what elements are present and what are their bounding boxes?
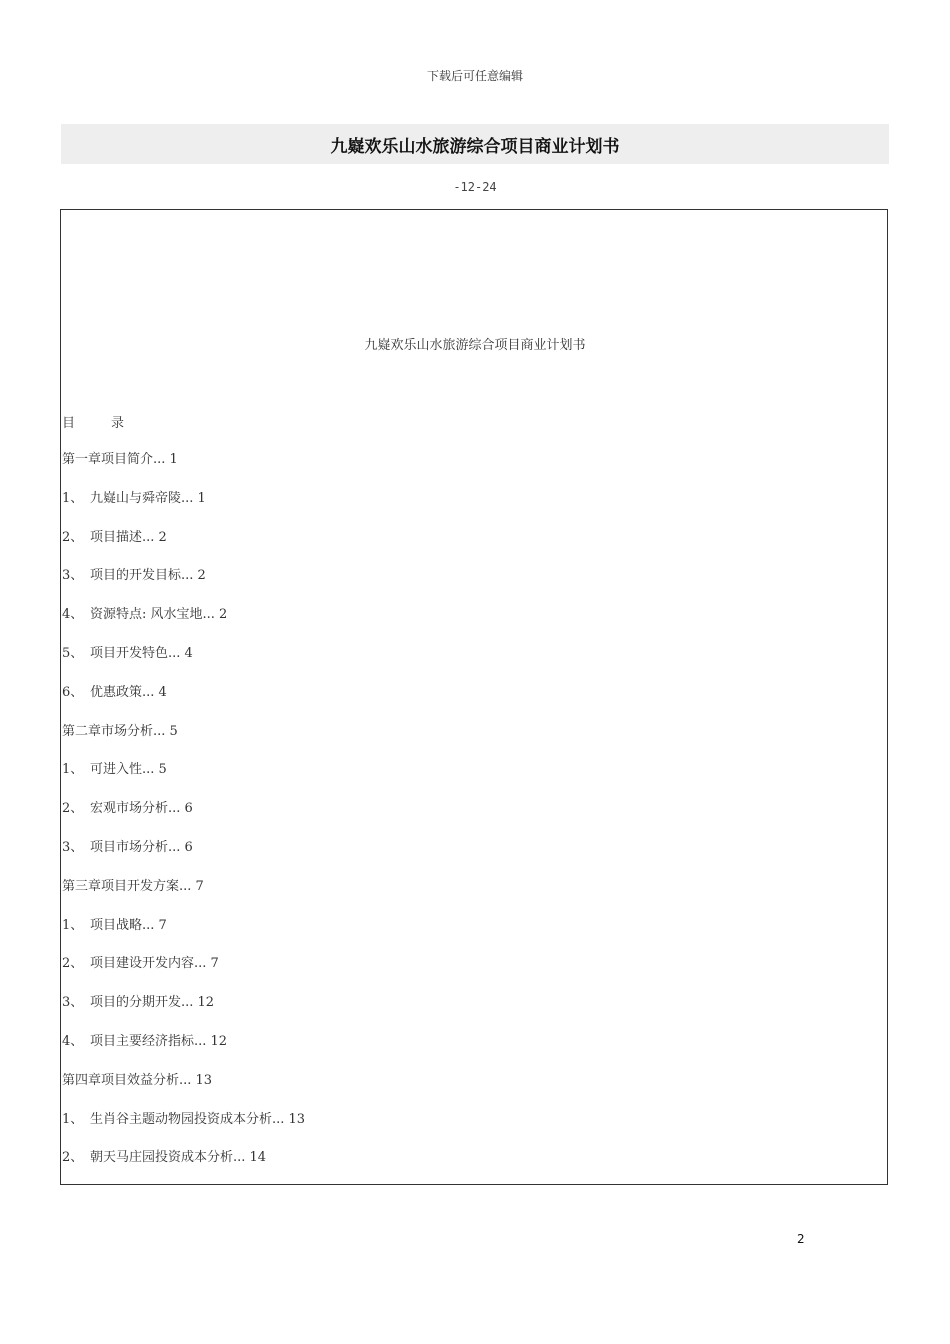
toc-entry-number: 2、	[62, 956, 84, 972]
toc-entry-number: 2、	[62, 801, 84, 817]
document-title: 九嶷欢乐山水旅游综合项目商业计划书	[330, 136, 620, 157]
title-band	[61, 124, 889, 164]
toc-entry-number: 3、	[62, 839, 84, 855]
toc-entry[interactable]	[62, 451, 305, 490]
toc-entry-number: 4、	[62, 607, 84, 623]
toc-entry-number: 1、	[62, 917, 84, 933]
toc-entry-text: 项目建设开发内容... 7	[90, 956, 219, 972]
document-date: -12-24	[453, 180, 497, 194]
toc-entry[interactable]	[62, 761, 305, 800]
toc-entry-text: 第三章项目开发方案... 7	[62, 878, 204, 894]
toc-entry-number: 3、	[62, 995, 84, 1011]
toc-heading-left: 目	[62, 416, 76, 431]
inner-title: 九嶷欢乐山水旅游综合项目商业计划书	[364, 338, 586, 353]
toc-entry-text: 项目的开发目标... 2	[90, 568, 206, 584]
toc-entry-text: 第四章项目效益分析... 13	[62, 1072, 213, 1088]
toc-entry[interactable]	[62, 684, 305, 723]
toc-entry-number: 4、	[62, 1033, 84, 1049]
toc-entry[interactable]	[62, 723, 305, 762]
toc-entry[interactable]	[62, 490, 305, 529]
page-number: 2	[797, 1232, 805, 1246]
toc-entry[interactable]	[62, 529, 305, 568]
toc-entry-number: 5、	[62, 645, 84, 661]
toc-heading	[62, 412, 124, 431]
toc-entry-text: 项目的分期开发... 12	[90, 995, 215, 1011]
toc-entry-number: 1、	[62, 1111, 84, 1127]
toc-entry[interactable]	[62, 878, 305, 917]
toc-entry-text: 第二章市场分析... 5	[62, 723, 178, 739]
toc-entry[interactable]	[62, 955, 305, 994]
toc-entry-number: 2、	[62, 1150, 84, 1166]
toc-entry-number: 2、	[62, 529, 84, 545]
toc-entry[interactable]	[62, 1149, 305, 1188]
toc-entry-text: 九嶷山与舜帝陵... 1	[90, 490, 206, 506]
toc-entry[interactable]	[62, 917, 305, 956]
toc-entry-text: 项目主要经济指标... 12	[90, 1033, 228, 1049]
toc-entry[interactable]	[62, 1111, 305, 1150]
toc-heading-right: 录	[111, 416, 125, 431]
toc-entry[interactable]	[62, 1072, 305, 1111]
toc-entry[interactable]	[62, 645, 305, 684]
toc-entry-text: 资源特点: 风水宝地... 2	[90, 607, 228, 623]
toc-entry-number: 3、	[62, 568, 84, 584]
toc-entry-text: 可进入性... 5	[90, 762, 167, 778]
toc-entry[interactable]	[62, 1033, 305, 1072]
toc-entry-text: 项目战略... 7	[90, 917, 167, 933]
toc-entry-text: 优惠政策... 4	[90, 684, 167, 700]
toc-entry[interactable]	[62, 839, 305, 878]
toc-entry[interactable]	[62, 800, 305, 839]
table-of-contents	[62, 451, 305, 1188]
toc-entry[interactable]	[62, 606, 305, 645]
toc-entry-text: 项目开发特色... 4	[90, 645, 193, 661]
toc-entry[interactable]	[62, 567, 305, 606]
toc-entry-number: 1、	[62, 762, 84, 778]
toc-entry-text: 项目描述... 2	[90, 529, 167, 545]
toc-entry[interactable]	[62, 994, 305, 1033]
toc-entry-text: 宏观市场分析... 6	[90, 801, 193, 817]
toc-entry-text: 项目市场分析... 6	[90, 839, 193, 855]
toc-entry-text: 第一章项目简介... 1	[62, 452, 178, 467]
header-note: 下载后可任意编辑	[426, 69, 523, 83]
toc-entry-text: 生肖谷主题动物园投资成本分析... 13	[90, 1111, 306, 1127]
toc-entry-number: 1、	[62, 490, 84, 506]
toc-entry-number: 6、	[62, 684, 84, 700]
toc-entry-text: 朝天马庄园投资成本分析... 14	[90, 1150, 267, 1166]
